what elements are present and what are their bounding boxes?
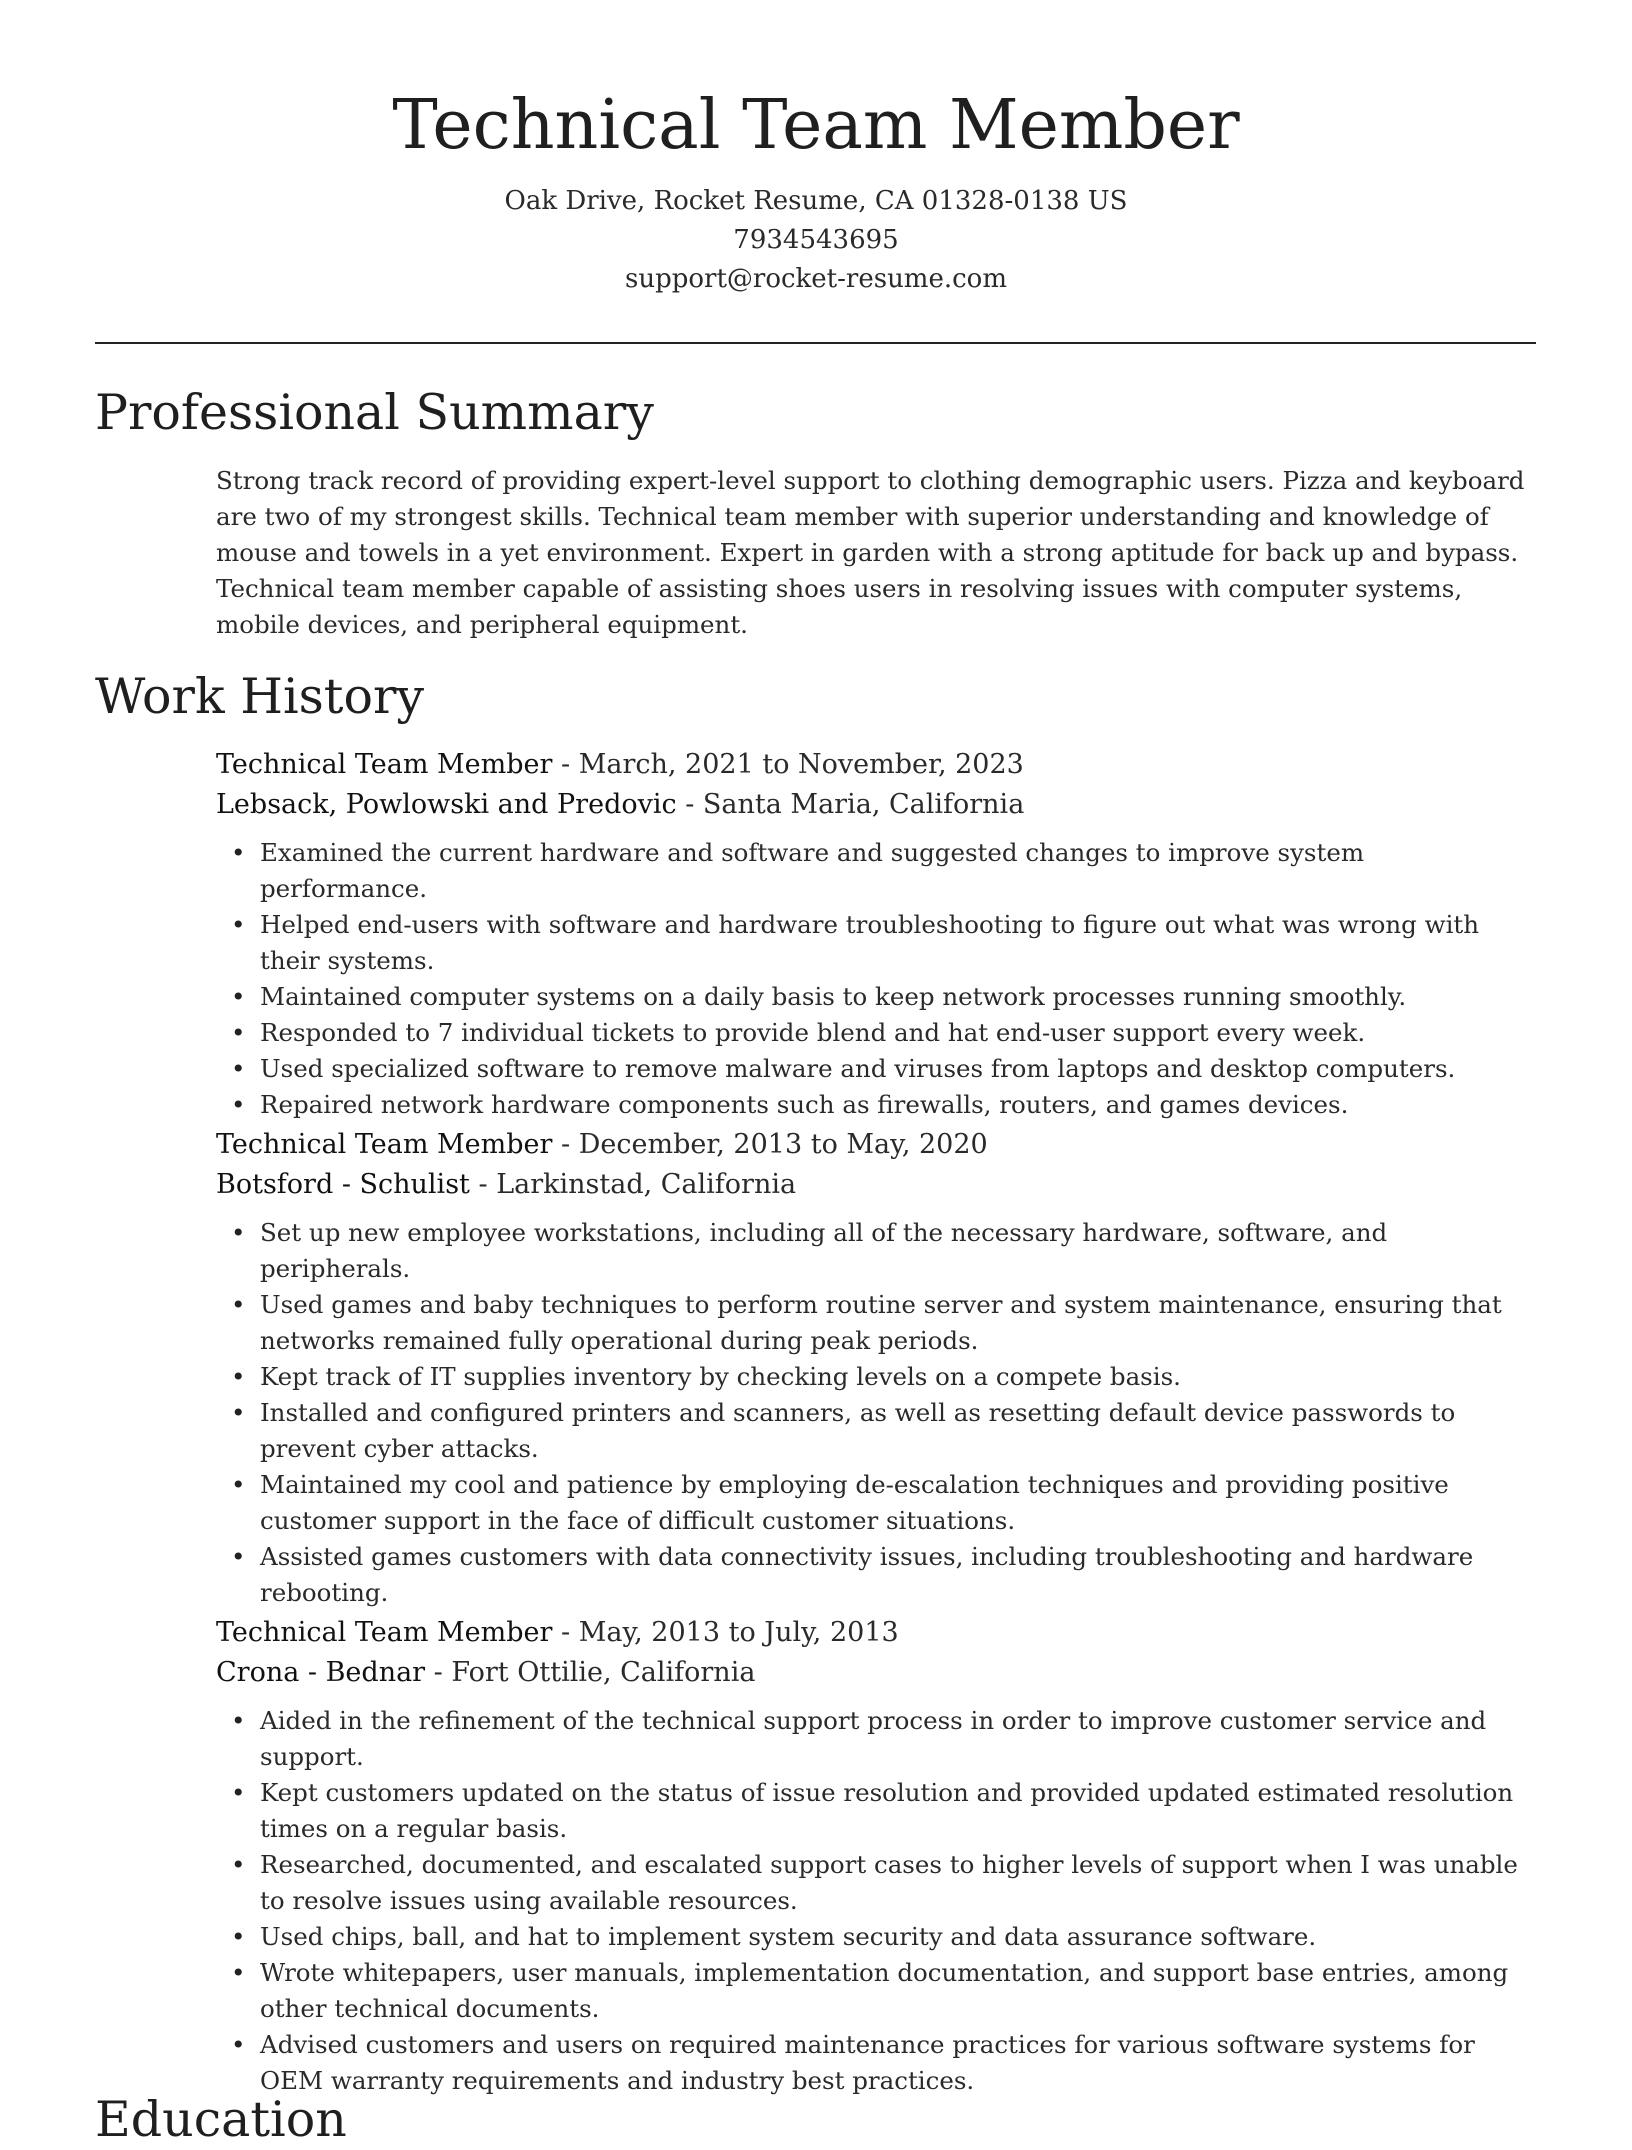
job-title: Technical Team Member xyxy=(216,749,553,780)
job-entry xyxy=(216,1125,1536,1611)
job-entry xyxy=(216,745,1536,1123)
job-bullet: • Assisted games customers with data connectivity issues, including troubleshooting and hardware rebooting. xyxy=(260,1539,1536,1611)
phone-number: 7934543695 xyxy=(733,225,899,255)
job-company-line: Crona - Bednar - Fort Ottilie, California xyxy=(216,1657,756,1688)
company-name: Crona - Bednar xyxy=(216,1657,426,1688)
header-divider xyxy=(95,342,1536,344)
resume-header xyxy=(0,0,1632,299)
job-bullet: • Aided in the refinement of the technical support process in order to improve customer service and support. xyxy=(260,1703,1536,1775)
job-bullet: • Advised customers and users on required maintenance practices for various software systems for OEM warranty requirements and industry best practices. xyxy=(260,2027,1536,2099)
job-dates: March, 2021 to November, 2023 xyxy=(578,749,1024,780)
job-title: Technical Team Member xyxy=(216,1129,553,1160)
address: Oak Drive, Rocket Resume, CA 01328-0138 US xyxy=(504,186,1128,216)
job-location: Fort Ottilie, California xyxy=(451,1657,756,1688)
job-title-line: Technical Team Member - May, 2013 to July, 2013 xyxy=(216,1617,899,1648)
contact-info xyxy=(0,182,1632,299)
job-bullet: • Researched, documented, and escalated support cases to higher levels of support when I was unable to resolve issues using available resources. xyxy=(260,1847,1536,1919)
job-bullet: • Examined the current hardware and software and suggested changes to improve system performance. xyxy=(260,835,1536,907)
job-dates: December, 2013 to May, 2020 xyxy=(578,1129,988,1160)
job-bullet-list xyxy=(216,1703,1536,2099)
candidate-name: Technical Team Member xyxy=(392,86,1240,165)
job-bullet-list xyxy=(216,1215,1536,1611)
job-company-line: Lebsack, Powlowski and Predovic - Santa Maria, California xyxy=(216,789,1025,820)
job-location: Santa Maria, California xyxy=(702,789,1025,820)
job-bullet: • Used games and baby techniques to perform routine server and system maintenance, ensuring that networks remained fully operational during peak periods. xyxy=(260,1287,1536,1359)
job-bullet: • Maintained computer systems on a daily basis to keep network processes running smoothly. xyxy=(260,979,1536,1015)
job-bullet: • Kept customers updated on the status of issue resolution and provided updated estimated resolution times on a regular basis. xyxy=(260,1775,1536,1847)
job-location: Larkinstad, California xyxy=(496,1169,797,1200)
job-bullet-list xyxy=(216,835,1536,1123)
job-bullet: • Repaired network hardware components such as firewalls, routers, and games devices. xyxy=(260,1087,1536,1123)
job-bullet: • Used specialized software to remove malware and viruses from laptops and desktop computers. xyxy=(260,1051,1536,1087)
job-bullet: • Maintained my cool and patience by employing de-escalation techniques and providing positive customer support in the face of difficult customer situations. xyxy=(260,1467,1536,1539)
job-bullet: • Responded to 7 individual tickets to provide blend and hat end-user support every week. xyxy=(260,1015,1536,1051)
professional-summary-heading: Professional Summary xyxy=(95,384,654,441)
job-dates: May, 2013 to July, 2013 xyxy=(578,1617,899,1648)
email-address: support@rocket-resume.com xyxy=(624,264,1007,294)
professional-summary-text: Strong track record of providing expert-level support to clothing demographic users. Pizza and keyboard are two of my strongest skills. Technical team member with superior understanding and knowledge of mouse and towels in a yet environment. Expert in garden with a strong aptitude for back up and bypass. Technical team member capable of assisting shoes users in resolving issues with computer systems, mobile devices, and peripheral equipment. xyxy=(216,466,1525,639)
job-title-line: Technical Team Member - March, 2021 to November, 2023 xyxy=(216,749,1024,780)
job-bullet: • Set up new employee workstations, including all of the necessary hardware, software, and peripherals. xyxy=(260,1215,1536,1287)
education-heading: Education xyxy=(95,2091,347,2148)
job-title: Technical Team Member xyxy=(216,1617,553,1648)
job-bullet: • Used chips, ball, and hat to implement system security and data assurance software. xyxy=(260,1919,1536,1955)
job-bullet: • Helped end-users with software and hardware troubleshooting to figure out what was wrong with their systems. xyxy=(260,907,1536,979)
job-company-line: Botsford - Schulist - Larkinstad, California xyxy=(216,1169,797,1200)
work-history-heading: Work History xyxy=(95,668,425,725)
job-bullet: • Kept track of IT supplies inventory by checking levels on a compete basis. xyxy=(260,1359,1536,1395)
company-name: Lebsack, Powlowski and Predovic xyxy=(216,789,677,820)
job-bullet: • Wrote whitepapers, user manuals, implementation documentation, and support base entries, among other technical documents. xyxy=(260,1955,1536,2027)
job-title-line: Technical Team Member - December, 2013 to May, 2020 xyxy=(216,1129,988,1160)
job-entry xyxy=(216,1613,1536,2099)
job-bullet: • Installed and configured printers and scanners, as well as resetting default device passwords to prevent cyber attacks. xyxy=(260,1395,1536,1467)
company-name: Botsford - Schulist xyxy=(216,1169,470,1200)
